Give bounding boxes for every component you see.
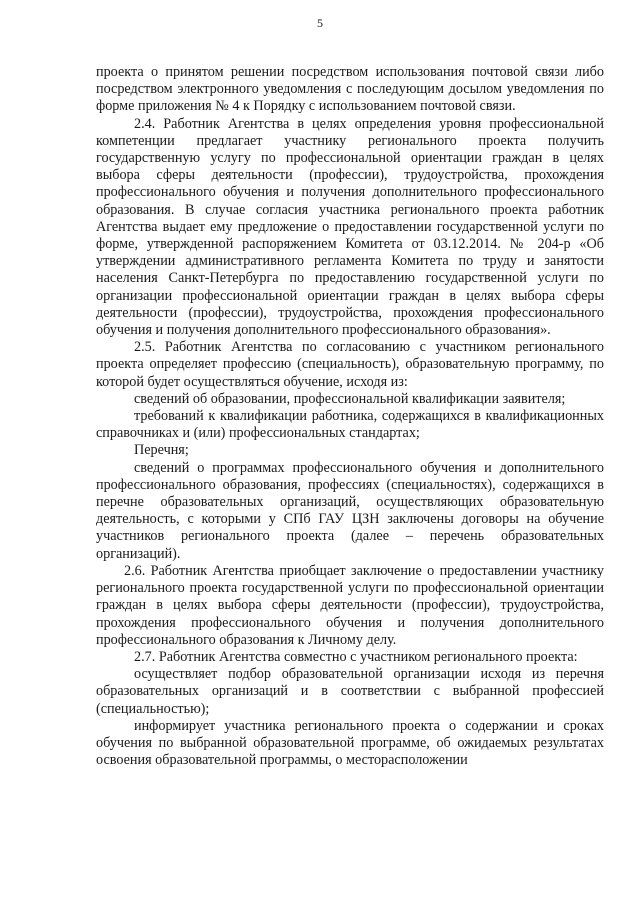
paragraph-continuation: проекта о принятом решении посредством использования почтовой связи либо посредством электронного уведомления с последующим досылом уведомления по форме приложения № 4 к Порядку с использованием почтовой связи. [96, 64, 604, 115]
page-number: 5 [317, 16, 323, 30]
paragraph-2-5: 2.5. Работник Агентства по согласованию с участником регионального проекта определяет профессию (специальность), образовательную программу, по которой будет осуществляться обучение, исходя из: [96, 339, 604, 390]
list-item-inform-participant: информирует участника регионального проекта о содержании и сроках обучения по выбранной образовательной программе, об ожидаемых результатах освоения образовательной программы, о месторасположении [96, 717, 604, 769]
list-item-programs-info: сведений о программах профессионального обучения и дополнительного профессионального образования, профессиях (специальностях), содержащихся в перечне образовательных организаций, осуществляющих образовательную деятельность, с которыми у СПб ГАУ ЦЗН заключены договоры на обучение участников регионального проекта (далее – перечень образовательных организаций). [96, 459, 604, 562]
list-item-select-organization: осуществляет подбор образовательной организации исходя из перечня образовательных организаций и в соответствии с выбранной профессией (специальностью); [96, 666, 604, 717]
paragraph-2-7: 2.7. Работник Агентства совместно с участником регионального проекта: [134, 648, 578, 665]
list-item-qualification-requirements: требований к квалификации работника, содержащихся в квалификационных справочниках и (или) профессиональных стандартах; [96, 408, 604, 442]
paragraph-2-6: 2.6. Работник Агентства приобщает заключение о предоставлении участнику регионального проекта государственной услуги по профессиональной ориентации граждан в целях выбора сферы деятельности (профессии), трудоустройства, прохождения профессионального обучения и получения дополнительного профессионального образования к Личному делу. [96, 562, 604, 648]
list-item-education-info: сведений об образовании, профессиональной квалификации заявителя; [134, 390, 566, 407]
list-item-perechen: Перечня; [134, 442, 189, 459]
document-body [96, 64, 604, 769]
paragraph-2-4: 2.4. Работник Агентства в целях определения уровня профессиональной компетенции предлагает участнику регионального проекта получить государственную услугу по профессиональной ориентации граждан в целях выбора сферы деятельности (профессии), трудоустройства, прохождения профессионального обучения и получения дополнительного профессионального образования. В случае согласия участника регионального проекта работник Агентства выдает ему предложение о предоставлении государственной услуги по форме, утвержденной распоряжением Комитета от 03.12.2014. № 204-р «Об утверждении административного регламента Комитета по труду и занятости населения Санкт-Петербурга по предоставлению государственной услуги по организации профессиональной ориентации граждан в целях выбора сферы деятельности (профессии), трудоустройства, прохождения профессионального обучения и получения дополнительного профессионального образования». [96, 115, 604, 339]
